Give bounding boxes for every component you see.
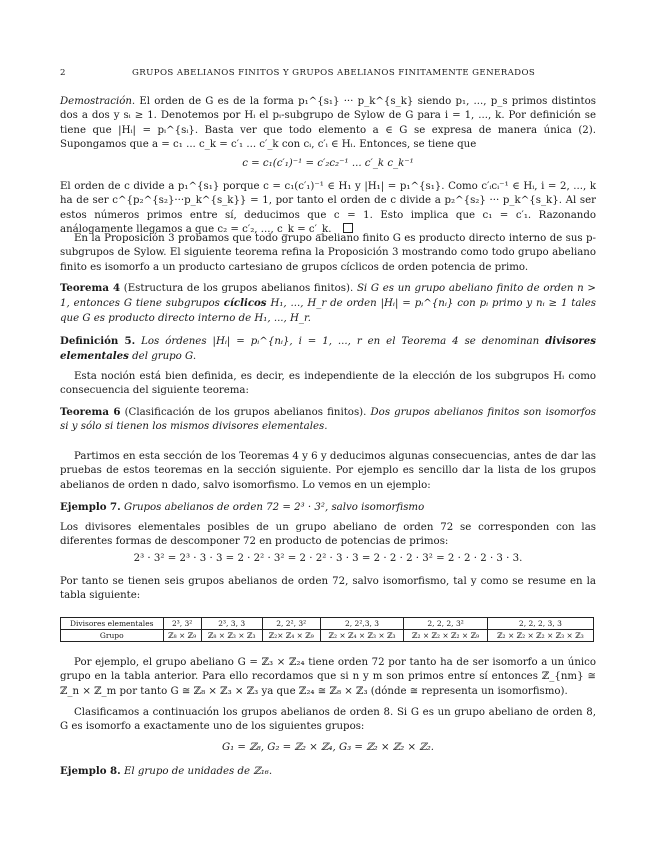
running-title: GRUPOS ABELIANOS FINITOS Y GRUPOS ABELIANOS FINITAMENTE GENERADOS	[132, 68, 536, 78]
teorema-4-body-a: Si G es un grupo abeliano finito de orden n > 1, entonces G tiene subgrupos	[60, 283, 596, 310]
proof-paragraph-2	[60, 180, 596, 237]
teorema-6-note: (Clasificación de los grupos abelianos finitos).	[124, 407, 367, 418]
proof-paragraph	[60, 95, 596, 152]
paragraph-nocion: Esta noción está bien definida, es decir, es independiente de la elección de los subgrupos Hᵢ como consecuencia del siguiente teorema:	[60, 371, 596, 397]
paragraph-divisores: Los divisores elementales posibles de un grupo abeliano de orden 72 se corresponden con las diferentes formas de descomponer 72 en producto de potencias de primos:	[60, 522, 596, 548]
table-cell: ℤ₂× ℤ₄ × ℤ₉	[262, 630, 320, 642]
ejemplo-7-label: Ejemplo 7.	[60, 501, 121, 513]
definicion-5-label: Definición 5.	[60, 335, 136, 347]
table-cell: ℤ₂ × ℤ₂ × ℤ₂ × ℤ₃ × ℤ₃	[487, 630, 593, 642]
paragraph-clasificamos: Clasificamos a continuación los grupos abelianos de orden 8. Si G es un grupo abeliano de orden 8, G es isomorfo a exactamente uno de los siguientes grupos:	[60, 707, 596, 733]
table-row	[61, 618, 594, 630]
paragraph-por-tanto: Por tanto se tienen seis grupos abelianos de orden 72, salvo isomorfismo, tal y como se resume en la tabla siguiente:	[60, 576, 596, 602]
paragraph-proposicion-3: En la Proposición 3 probamos que todo grupo abeliano finito G es producto directo interno de sus p-subgrupos de Sylow. El siguiente teorema refina la Proposición 3 mostrando como todo grupo abeliano finito es isomorfo a un producto cartesiano de grupos cíclicos de orden potencia de primo.	[60, 233, 596, 273]
teorema-6	[60, 405, 596, 435]
table-cell: ℤ₂ × ℤ₂ × ℤ₂ × ℤ₉	[404, 630, 488, 642]
definicion-5	[60, 334, 596, 365]
proof-equation: c = c₁(c′₁)⁻¹ = c′₂c₂⁻¹ ... c′_k c_k⁻¹	[242, 158, 414, 169]
ejemplo-8-body: El grupo de unidades de ℤ₁₆.	[123, 766, 273, 777]
definicion-5-body-b: del grupo G.	[132, 351, 197, 363]
table-cell: ℤ₈ × ℤ₉	[163, 630, 201, 642]
table-cell: 2, 2, 2, 3²	[404, 618, 488, 630]
teorema-4	[60, 281, 596, 326]
proof-body-2: El orden de c divide a p₁^{s₁} porque c = c₁(c′₁)⁻¹ ∈ H₁ y |H₁| = p₁^{s₁}. Como c′ᵢcᵢ⁻¹ ∈ Hᵢ, i = 2, ..., k ha de ser c^{p₂^{s₂}···p_k^{s_k}} = 1, por tanto el orden de c divide a p₂^{s₂} ··· p_k^{s_k}. Al ser estos números primos entre sí, deducimos que c = 1. Esto implica que c₁ = c′₁. Razonando análogamente llegamos a que c₂ = c′₂, ..., c_k = c′_k.	[60, 181, 596, 235]
ejemplo-8	[60, 764, 596, 779]
teorema-4-label: Teorema 4	[60, 282, 121, 294]
ejemplo-7	[60, 500, 596, 515]
table-cell: 2, 2²,3, 3	[320, 618, 404, 630]
ejemplo-7-body: Grupos abelianos de orden 72 = 2³ · 3², salvo isomorfismo	[123, 502, 425, 513]
divisors-table	[60, 617, 594, 642]
teorema-4-bold-word: cíclicos	[223, 297, 267, 310]
equation-orden-8: G₁ = ℤ₈, G₂ = ℤ₂ × ℤ₄, G₃ = ℤ₂ × ℤ₂ × ℤ₂.	[221, 742, 435, 753]
definicion-5-body-a: Los órdenes |Hᵢ| = pᵢ^{nᵢ}, i = 1, ..., r en el Teorema 4 se denominan	[141, 336, 540, 347]
teorema-4-body-b: H₁, ..., H_r de orden |Hᵢ| = pᵢ^{nᵢ} con pᵢ primo y nᵢ ≥ 1 tales que G es producto directo interno de H₁, ..., H_r.	[60, 298, 596, 324]
definicion-5-bold-word: divisores elementales	[60, 335, 596, 363]
table-cell: 2³, 3, 3	[201, 618, 262, 630]
equation-72: 2³ · 3² = 2³ · 3 · 3 = 2 · 2² · 3² = 2 · 2² · 3 · 3 = 2 · 2 · 2 · 3² = 2 · 2 · 2 · 3 · 3.	[133, 553, 523, 564]
proof-body: El orden de G es de la forma p₁^{s₁} ··· p_k^{s_k} siendo p₁, ..., p_s primos distintos dos a dos y sᵢ ≥ 1. Denotemos por Hᵢ el pᵢ-subgrupo de Sylow de G para i = 1, ..., k. Por definición se tiene que |Hᵢ| = pᵢ^{sᵢ}. Basta ver que todo elemento a ∈ G se expresa de manera única (2). Supongamos que a = c₁ ... c_k = c′₁ ... c′_k con cᵢ, c′ᵢ ∈ Hᵢ. Entonces, se tiene que	[60, 96, 596, 150]
table-cell: 2, 2², 3²	[262, 618, 320, 630]
paragraph-por-ejemplo: Por ejemplo, el grupo abeliano G = ℤ₃ × ℤ₂₄ tiene orden 72 por tanto ha de ser isomorfo a un único grupo en la tabla anterior. Para ello recordamos que si n y m son primos entre sí entonces ℤ_{nm} ≅ ℤ_n × ℤ_m por tanto G ≅ ℤ₈ × ℤ₃ × ℤ₃ ya que ℤ₂₄ ≅ ℤ₈ × ℤ₃ (dónde ≅ representa un isomorfismo).	[60, 657, 596, 697]
table-cell: 2³, 3²	[163, 618, 201, 630]
table-cell: ℤ₈ × ℤ₃ × ℤ₃	[201, 630, 262, 642]
table-cell: 2, 2, 2, 3, 3	[487, 618, 593, 630]
table-row-label: Grupo	[61, 630, 164, 642]
teorema-6-body: Dos grupos abelianos finitos son isomorfos si y sólo si tienen los mismos divisores elementales.	[60, 407, 596, 433]
table-cell: ℤ₂ × ℤ₄ × ℤ₃ × ℤ₃	[320, 630, 404, 642]
teorema-4-note: (Estructura de los grupos abelianos finitos).	[123, 283, 354, 294]
table-row	[61, 630, 594, 642]
ejemplo-8-label: Ejemplo 8.	[60, 765, 121, 777]
paragraph-partimos: Partimos en esta sección de los Teoremas 4 y 6 y deducimos algunas consecuencias, antes de dar las pruebas de estos teoremas en la sección siguiente. Por ejemplo es sencillo dar la lista de los grupos abelianos de orden n dado, salvo isomorfismo. Lo vemos en un ejemplo:	[60, 451, 596, 491]
teorema-6-label: Teorema 6	[60, 406, 121, 418]
page-number: 2	[60, 68, 66, 78]
table-row-label: Divisores elementales	[61, 618, 164, 630]
proof-lead: Demostración.	[60, 96, 136, 107]
